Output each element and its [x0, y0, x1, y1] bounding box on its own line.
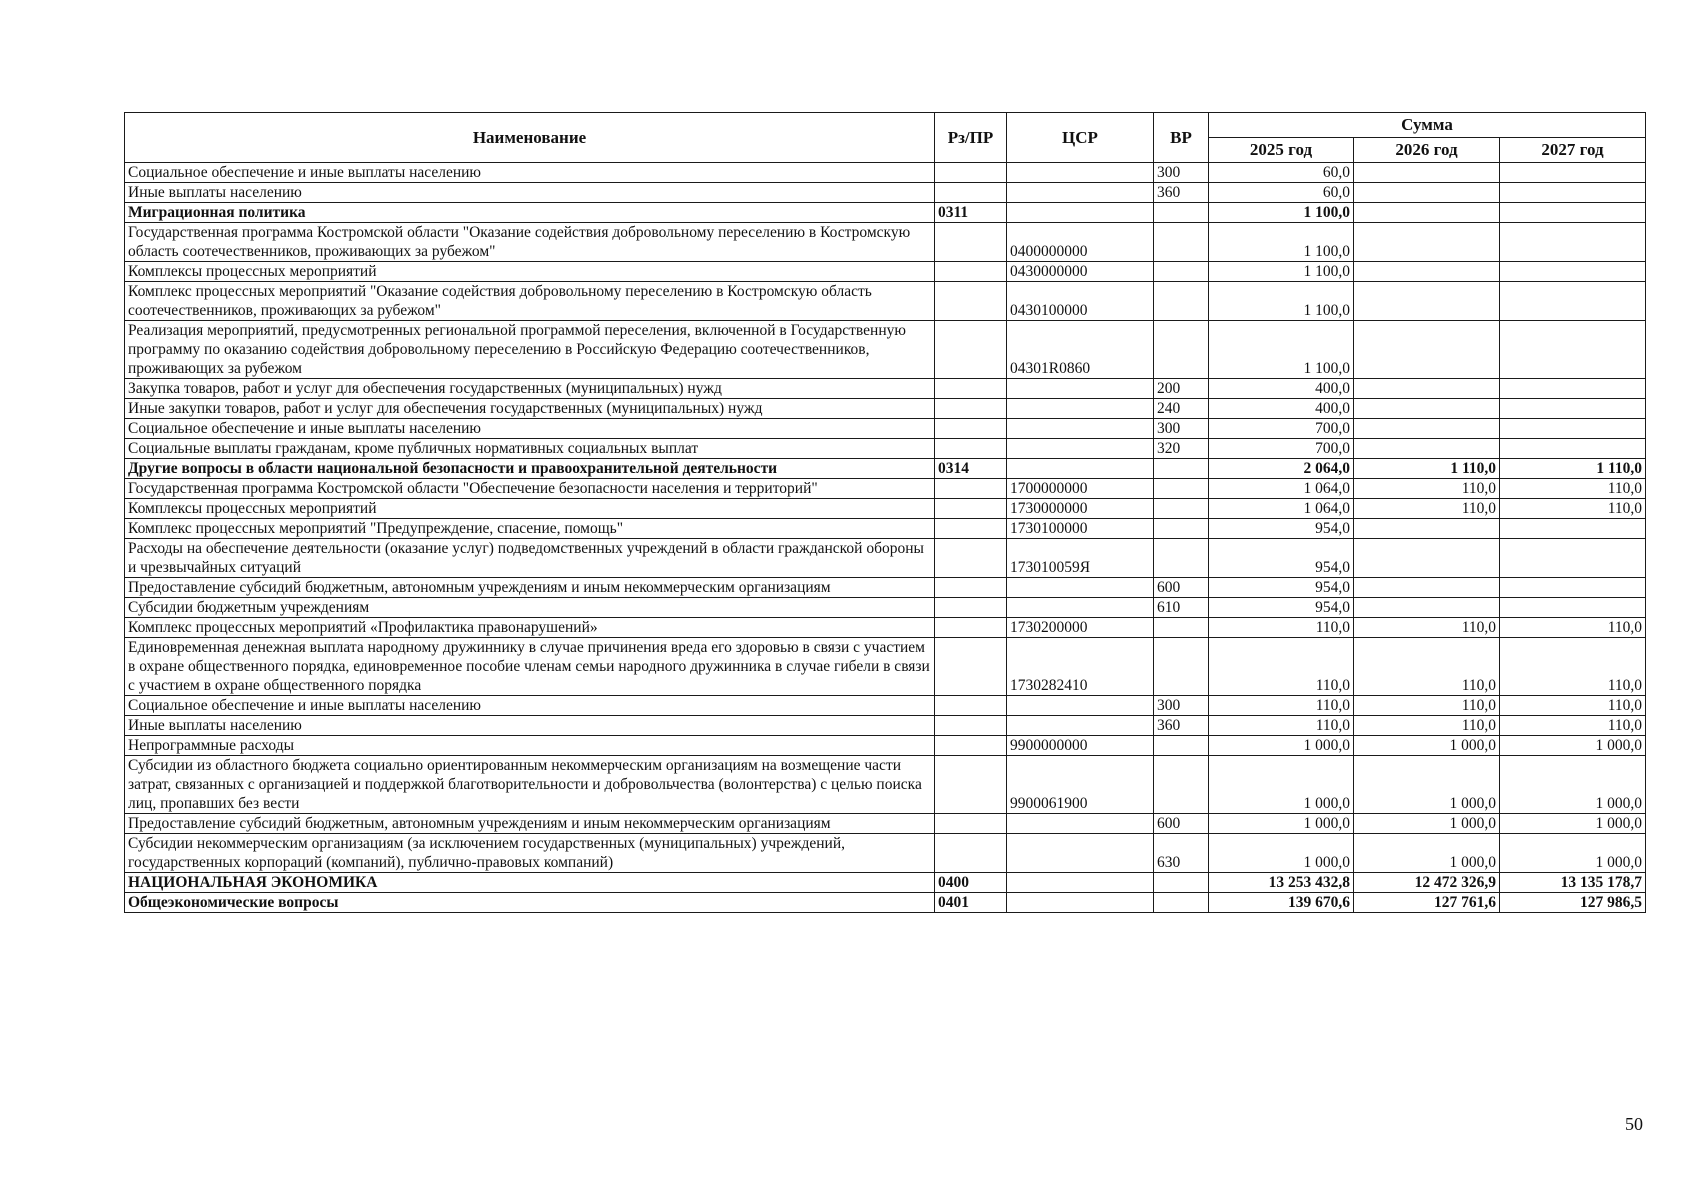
cell-sum-2027: 1 000,0	[1500, 736, 1646, 756]
cell-sum-2025: 1 100,0	[1209, 282, 1354, 321]
cell-name: Социальное обеспечение и иные выплаты населению	[125, 696, 935, 716]
cell-vr	[1154, 618, 1209, 638]
table-row	[125, 578, 1646, 598]
cell-sum-2025: 110,0	[1209, 638, 1354, 696]
cell-csr	[1007, 379, 1154, 399]
cell-csr: 1730282410	[1007, 638, 1154, 696]
cell-rz-pr	[935, 321, 1007, 379]
cell-rz-pr	[935, 223, 1007, 262]
cell-csr	[1007, 459, 1154, 479]
cell-sum-2025: 1 064,0	[1209, 499, 1354, 519]
cell-vr: 300	[1154, 163, 1209, 183]
cell-vr	[1154, 203, 1209, 223]
cell-vr: 200	[1154, 379, 1209, 399]
table-row	[125, 618, 1646, 638]
cell-sum-2026	[1354, 379, 1500, 399]
cell-sum-2026: 127 761,6	[1354, 893, 1500, 913]
cell-vr: 600	[1154, 578, 1209, 598]
cell-sum-2025: 110,0	[1209, 618, 1354, 638]
cell-sum-2026	[1354, 163, 1500, 183]
cell-vr	[1154, 893, 1209, 913]
cell-name: Общеэкономические вопросы	[125, 893, 935, 913]
cell-sum-2027	[1500, 539, 1646, 578]
cell-csr	[1007, 716, 1154, 736]
cell-csr	[1007, 598, 1154, 618]
cell-vr: 360	[1154, 716, 1209, 736]
cell-name: Государственная программа Костромской области "Оказание содействия добровольному переселению в Костромскую область соотечественников, проживающих за рубежом"	[125, 223, 935, 262]
cell-sum-2026: 1 000,0	[1354, 834, 1500, 873]
cell-sum-2027: 1 000,0	[1500, 814, 1646, 834]
header-name: Наименование	[125, 113, 935, 163]
cell-sum-2026: 1 110,0	[1354, 459, 1500, 479]
table-row	[125, 696, 1646, 716]
cell-vr	[1154, 479, 1209, 499]
cell-rz-pr: 0400	[935, 873, 1007, 893]
cell-sum-2026: 1 000,0	[1354, 736, 1500, 756]
cell-csr: 0430000000	[1007, 262, 1154, 282]
cell-vr: 600	[1154, 814, 1209, 834]
cell-sum-2027	[1500, 163, 1646, 183]
cell-name: Другие вопросы в области национальной безопасности и правоохранительной деятельности	[125, 459, 935, 479]
cell-csr: 173010059Я	[1007, 539, 1154, 578]
cell-sum-2025: 400,0	[1209, 379, 1354, 399]
cell-sum-2026: 110,0	[1354, 696, 1500, 716]
cell-sum-2025: 60,0	[1209, 163, 1354, 183]
cell-vr: 300	[1154, 696, 1209, 716]
cell-sum-2027	[1500, 321, 1646, 379]
cell-name: Реализация мероприятий, предусмотренных региональной программой переселения, включенной в Государственную программу по оказанию содействия добровольному переселению в Российскую Федерацию соотечественников, проживающих за рубежом	[125, 321, 935, 379]
cell-sum-2025: 400,0	[1209, 399, 1354, 419]
cell-sum-2025: 1 100,0	[1209, 321, 1354, 379]
table-row	[125, 873, 1646, 893]
cell-vr	[1154, 262, 1209, 282]
cell-csr	[1007, 183, 1154, 203]
cell-rz-pr	[935, 262, 1007, 282]
cell-sum-2027: 110,0	[1500, 638, 1646, 696]
cell-name: Единовременная денежная выплата народному дружиннику в случае причинения вреда его здоровью в связи с участием в охране общественного порядка, единовременное пособие членам семьи народного дружинника в случае гибели в связи с участием в охране общественного порядка	[125, 638, 935, 696]
table-row	[125, 321, 1646, 379]
cell-sum-2026	[1354, 262, 1500, 282]
cell-sum-2027	[1500, 282, 1646, 321]
cell-rz-pr	[935, 183, 1007, 203]
cell-name: НАЦИОНАЛЬНАЯ ЭКОНОМИКА	[125, 873, 935, 893]
cell-sum-2027: 1 000,0	[1500, 756, 1646, 814]
table-row	[125, 519, 1646, 539]
cell-vr: 630	[1154, 834, 1209, 873]
cell-name: Субсидии из областного бюджета социально ориентированным некоммерческим организациям на возмещение части затрат, связанных с организацией и поддержкой благотворительности и добровольчества (волонтерства) с целью поиска лиц, пропавших без вести	[125, 756, 935, 814]
cell-sum-2025: 700,0	[1209, 439, 1354, 459]
cell-sum-2025: 954,0	[1209, 539, 1354, 578]
cell-rz-pr	[935, 399, 1007, 419]
cell-name: Комплекс процессных мероприятий "Предупреждение, спасение, помощь"	[125, 519, 935, 539]
cell-name: Закупка товаров, работ и услуг для обеспечения государственных (муниципальных) нужд	[125, 379, 935, 399]
cell-vr	[1154, 459, 1209, 479]
table-row	[125, 479, 1646, 499]
cell-rz-pr	[935, 618, 1007, 638]
cell-name: Комплекс процессных мероприятий «Профилактика правонарушений»	[125, 618, 935, 638]
cell-sum-2027	[1500, 519, 1646, 539]
table-row	[125, 379, 1646, 399]
table-row	[125, 163, 1646, 183]
cell-rz-pr	[935, 736, 1007, 756]
budget-table	[124, 112, 1646, 913]
cell-sum-2027	[1500, 578, 1646, 598]
cell-sum-2025: 1 100,0	[1209, 223, 1354, 262]
cell-sum-2026	[1354, 282, 1500, 321]
cell-sum-2027	[1500, 598, 1646, 618]
cell-vr: 300	[1154, 419, 1209, 439]
cell-vr	[1154, 873, 1209, 893]
cell-sum-2026	[1354, 439, 1500, 459]
cell-sum-2026	[1354, 419, 1500, 439]
cell-sum-2027: 1 110,0	[1500, 459, 1646, 479]
table-row	[125, 814, 1646, 834]
cell-sum-2025: 2 064,0	[1209, 459, 1354, 479]
cell-csr	[1007, 419, 1154, 439]
cell-sum-2027: 1 000,0	[1500, 834, 1646, 873]
cell-sum-2026	[1354, 183, 1500, 203]
cell-sum-2025: 1 100,0	[1209, 262, 1354, 282]
cell-name: Расходы на обеспечение деятельности (оказание услуг) подведомственных учреждений в области гражданской обороны и чрезвычайных ситуаций	[125, 539, 935, 578]
cell-csr: 0430100000	[1007, 282, 1154, 321]
table-row	[125, 638, 1646, 696]
cell-sum-2027	[1500, 203, 1646, 223]
cell-rz-pr	[935, 834, 1007, 873]
cell-rz-pr	[935, 638, 1007, 696]
cell-name: Иные выплаты населению	[125, 183, 935, 203]
cell-sum-2025: 954,0	[1209, 578, 1354, 598]
cell-sum-2027	[1500, 439, 1646, 459]
cell-sum-2027: 110,0	[1500, 696, 1646, 716]
cell-csr	[1007, 834, 1154, 873]
table-row	[125, 598, 1646, 618]
cell-sum-2026	[1354, 399, 1500, 419]
cell-name: Субсидии некоммерческим организациям (за исключением государственных (муниципальных) учреждений, государственных корпораций (компаний), публично-правовых компаний)	[125, 834, 935, 873]
table-row	[125, 203, 1646, 223]
cell-sum-2027	[1500, 399, 1646, 419]
cell-sum-2026	[1354, 598, 1500, 618]
cell-sum-2026: 110,0	[1354, 716, 1500, 736]
cell-vr	[1154, 499, 1209, 519]
table-row	[125, 756, 1646, 814]
cell-sum-2025: 1 100,0	[1209, 203, 1354, 223]
cell-sum-2026: 110,0	[1354, 638, 1500, 696]
cell-sum-2025: 139 670,6	[1209, 893, 1354, 913]
cell-sum-2025: 954,0	[1209, 598, 1354, 618]
cell-sum-2027: 110,0	[1500, 716, 1646, 736]
cell-rz-pr	[935, 282, 1007, 321]
cell-vr	[1154, 736, 1209, 756]
cell-rz-pr	[935, 756, 1007, 814]
cell-name: Предоставление субсидий бюджетным, автономным учреждениям и иным некоммерческим организациям	[125, 578, 935, 598]
cell-vr: 360	[1154, 183, 1209, 203]
cell-name: Субсидии бюджетным учреждениям	[125, 598, 935, 618]
table-row	[125, 893, 1646, 913]
cell-csr: 1730100000	[1007, 519, 1154, 539]
table-row	[125, 439, 1646, 459]
cell-csr	[1007, 696, 1154, 716]
cell-rz-pr	[935, 578, 1007, 598]
header-year-2027: 2027 год	[1500, 138, 1646, 163]
cell-csr: 1730000000	[1007, 499, 1154, 519]
table-row	[125, 183, 1646, 203]
cell-vr: 240	[1154, 399, 1209, 419]
cell-csr	[1007, 873, 1154, 893]
cell-sum-2026: 110,0	[1354, 479, 1500, 499]
cell-rz-pr	[935, 163, 1007, 183]
cell-sum-2026: 1 000,0	[1354, 756, 1500, 814]
cell-sum-2025: 1 000,0	[1209, 756, 1354, 814]
cell-rz-pr	[935, 379, 1007, 399]
header-csr: ЦСР	[1007, 113, 1154, 163]
cell-rz-pr	[935, 716, 1007, 736]
cell-vr	[1154, 519, 1209, 539]
cell-name: Комплекс процессных мероприятий "Оказание содействия добровольному переселению в Костромскую область соотечественников, проживающих за рубежом"	[125, 282, 935, 321]
cell-csr	[1007, 814, 1154, 834]
header-sum: Сумма	[1209, 113, 1646, 138]
cell-sum-2026	[1354, 223, 1500, 262]
table-row	[125, 262, 1646, 282]
cell-sum-2026: 110,0	[1354, 618, 1500, 638]
cell-name: Комплексы процессных мероприятий	[125, 262, 935, 282]
cell-sum-2025: 954,0	[1209, 519, 1354, 539]
cell-sum-2027	[1500, 183, 1646, 203]
cell-sum-2025: 110,0	[1209, 716, 1354, 736]
cell-rz-pr	[935, 479, 1007, 499]
cell-csr: 9900000000	[1007, 736, 1154, 756]
cell-sum-2026	[1354, 321, 1500, 379]
cell-csr	[1007, 203, 1154, 223]
cell-sum-2027	[1500, 262, 1646, 282]
cell-name: Миграционная политика	[125, 203, 935, 223]
cell-rz-pr	[935, 539, 1007, 578]
cell-name: Социальное обеспечение и иные выплаты населению	[125, 163, 935, 183]
cell-sum-2025: 1 000,0	[1209, 834, 1354, 873]
cell-vr	[1154, 223, 1209, 262]
cell-name: Социальное обеспечение и иные выплаты населению	[125, 419, 935, 439]
cell-rz-pr	[935, 439, 1007, 459]
cell-csr: 1700000000	[1007, 479, 1154, 499]
cell-vr	[1154, 539, 1209, 578]
table-row	[125, 736, 1646, 756]
cell-name: Комплексы процессных мероприятий	[125, 499, 935, 519]
cell-rz-pr: 0401	[935, 893, 1007, 913]
table-body	[125, 163, 1646, 913]
cell-sum-2027: 13 135 178,7	[1500, 873, 1646, 893]
cell-sum-2027	[1500, 223, 1646, 262]
table-row	[125, 223, 1646, 262]
cell-sum-2027: 110,0	[1500, 479, 1646, 499]
cell-vr: 320	[1154, 439, 1209, 459]
table-row	[125, 282, 1646, 321]
cell-sum-2026	[1354, 578, 1500, 598]
table-row	[125, 834, 1646, 873]
header-year-2026: 2026 год	[1354, 138, 1500, 163]
cell-sum-2025: 1 000,0	[1209, 814, 1354, 834]
cell-vr	[1154, 756, 1209, 814]
cell-vr	[1154, 638, 1209, 696]
cell-sum-2025: 1 000,0	[1209, 736, 1354, 756]
table-row	[125, 459, 1646, 479]
cell-sum-2027	[1500, 379, 1646, 399]
cell-rz-pr	[935, 696, 1007, 716]
cell-rz-pr	[935, 814, 1007, 834]
page-number: 50	[1625, 1114, 1643, 1134]
cell-name: Государственная программа Костромской области "Обеспечение безопасности населения и территорий"	[125, 479, 935, 499]
header-year-2025: 2025 год	[1209, 138, 1354, 163]
cell-sum-2025: 13 253 432,8	[1209, 873, 1354, 893]
header-rz: Рз/ПР	[935, 113, 1007, 163]
cell-sum-2025: 700,0	[1209, 419, 1354, 439]
cell-csr	[1007, 439, 1154, 459]
cell-rz-pr	[935, 598, 1007, 618]
cell-sum-2027: 127 986,5	[1500, 893, 1646, 913]
cell-sum-2027: 110,0	[1500, 618, 1646, 638]
cell-name: Иные выплаты населению	[125, 716, 935, 736]
table-row	[125, 716, 1646, 736]
cell-vr	[1154, 282, 1209, 321]
cell-rz-pr	[935, 419, 1007, 439]
cell-sum-2026	[1354, 539, 1500, 578]
table-row	[125, 399, 1646, 419]
cell-name: Предоставление субсидий бюджетным, автономным учреждениям и иным некоммерческим организациям	[125, 814, 935, 834]
table-row	[125, 419, 1646, 439]
cell-csr	[1007, 399, 1154, 419]
cell-rz-pr	[935, 499, 1007, 519]
cell-sum-2025: 60,0	[1209, 183, 1354, 203]
cell-sum-2026	[1354, 203, 1500, 223]
cell-sum-2026: 110,0	[1354, 499, 1500, 519]
cell-csr	[1007, 893, 1154, 913]
table-row	[125, 539, 1646, 578]
cell-csr	[1007, 578, 1154, 598]
table-row	[125, 499, 1646, 519]
header-vr: ВР	[1154, 113, 1209, 163]
cell-csr: 1730200000	[1007, 618, 1154, 638]
cell-sum-2025: 1 064,0	[1209, 479, 1354, 499]
cell-rz-pr	[935, 519, 1007, 539]
cell-name: Социальные выплаты гражданам, кроме публичных нормативных социальных выплат	[125, 439, 935, 459]
cell-name: Непрограммные расходы	[125, 736, 935, 756]
cell-csr: 04301R0860	[1007, 321, 1154, 379]
cell-vr	[1154, 321, 1209, 379]
cell-sum-2026	[1354, 519, 1500, 539]
cell-csr	[1007, 163, 1154, 183]
cell-sum-2027	[1500, 419, 1646, 439]
cell-sum-2026: 12 472 326,9	[1354, 873, 1500, 893]
cell-rz-pr: 0311	[935, 203, 1007, 223]
cell-vr: 610	[1154, 598, 1209, 618]
cell-csr: 9900061900	[1007, 756, 1154, 814]
cell-rz-pr: 0314	[935, 459, 1007, 479]
cell-sum-2026: 1 000,0	[1354, 814, 1500, 834]
cell-sum-2027: 110,0	[1500, 499, 1646, 519]
cell-name: Иные закупки товаров, работ и услуг для обеспечения государственных (муниципальных) нужд	[125, 399, 935, 419]
cell-csr: 0400000000	[1007, 223, 1154, 262]
cell-sum-2025: 110,0	[1209, 696, 1354, 716]
